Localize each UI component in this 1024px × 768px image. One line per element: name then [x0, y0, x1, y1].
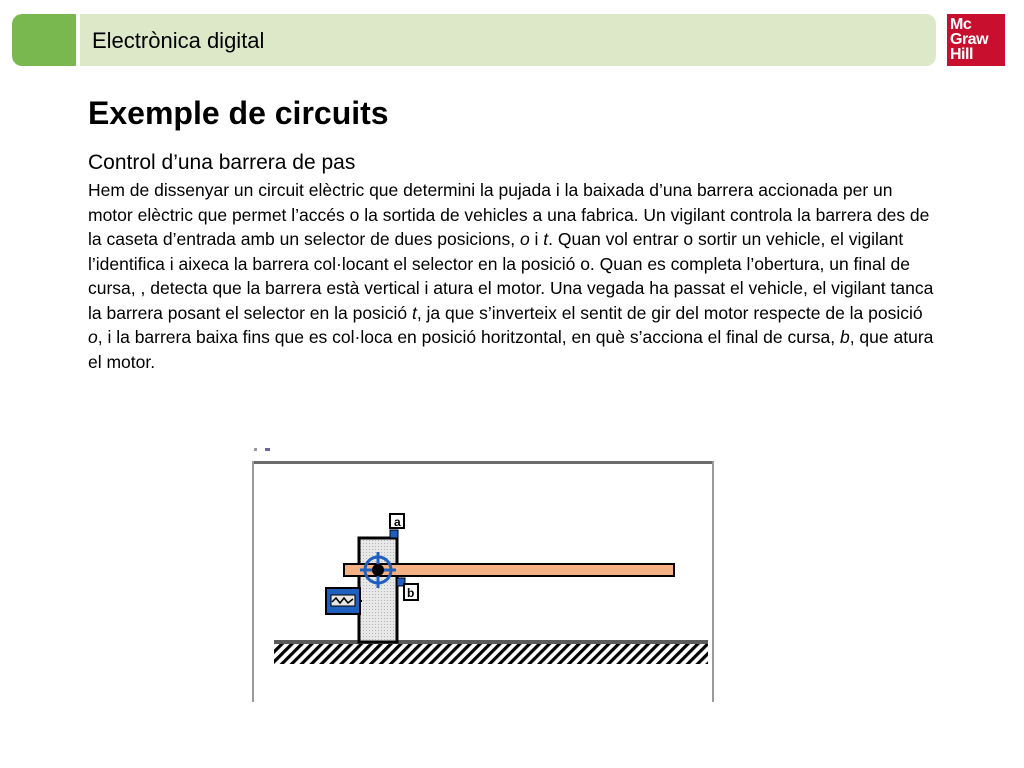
frame-background — [252, 461, 714, 702]
body-paragraph — [88, 178, 940, 374]
ground-hatch — [274, 644, 708, 664]
body-italic-segment: o — [88, 327, 98, 347]
body-text-segment: i — [529, 229, 544, 249]
slide-subtitle: Control d’una barrera de pas — [88, 151, 356, 174]
header-accent — [12, 14, 76, 66]
body-text-segment: , ja que s’inverteix el sentit de gir del motor respecte de la posició — [416, 302, 923, 323]
corner-mark — [254, 448, 257, 451]
frame-top-border — [252, 461, 714, 464]
logo-line-2: Graw — [950, 31, 989, 48]
logo-line-1: Mc — [950, 16, 972, 33]
body-italic-segment: t — [411, 302, 417, 323]
header-bar — [12, 14, 936, 66]
barrier-mechanism-figure — [252, 444, 716, 702]
body-italic-segment: b — [839, 327, 850, 347]
body-text-segment: , i la barrera baixa fins que es col·loca en posició horitzontal, en què s’acciona el final de cursa, — [97, 327, 840, 347]
header-divider — [76, 14, 80, 66]
body-italic-segment: t — [543, 229, 549, 249]
barrier-mechanism-illustration — [252, 444, 716, 702]
body-text-segment: . Quan vol entrar o sortir un vehicle, el vigilant l’identifica i aixeca la barrera col·locant el selector en la posició o. Quan es completa l’obertura, un final de cursa, , detecta que la barrera està vertical i atura el motor. Una vegada ha passat el vehicle, el vigilant tanca la barrera posant el selector en la posició — [88, 229, 934, 323]
logo-line-3: Hill — [950, 46, 973, 63]
body-italic-segment: o — [519, 229, 530, 249]
pivot-center — [372, 564, 384, 576]
corner-mark — [265, 448, 270, 451]
ground-line — [274, 640, 708, 644]
switch-b-label: b — [407, 586, 415, 600]
frame-right-border — [712, 461, 714, 702]
frame-left-border — [252, 461, 254, 702]
header-title: Electrònica digital — [92, 28, 265, 53]
body-text-segment: Hem de dissenyar un circuit elèctric que determini la pujada i la baixada d’una barrera accionada per un motor elèctric que permet l’accés o la sortida de vehicles a una fabrica. Un vigilant controla la barrera des de la caseta d’entrada amb un selector de dues posicions, — [88, 180, 930, 249]
switch-a-label: a — [394, 515, 401, 529]
limit-switch-a — [390, 530, 398, 538]
mcgraw-hill-logo — [947, 14, 1005, 66]
slide-title: Exemple de circuits — [88, 95, 389, 131]
body-text-segment: , que atura el motor. — [88, 327, 934, 372]
